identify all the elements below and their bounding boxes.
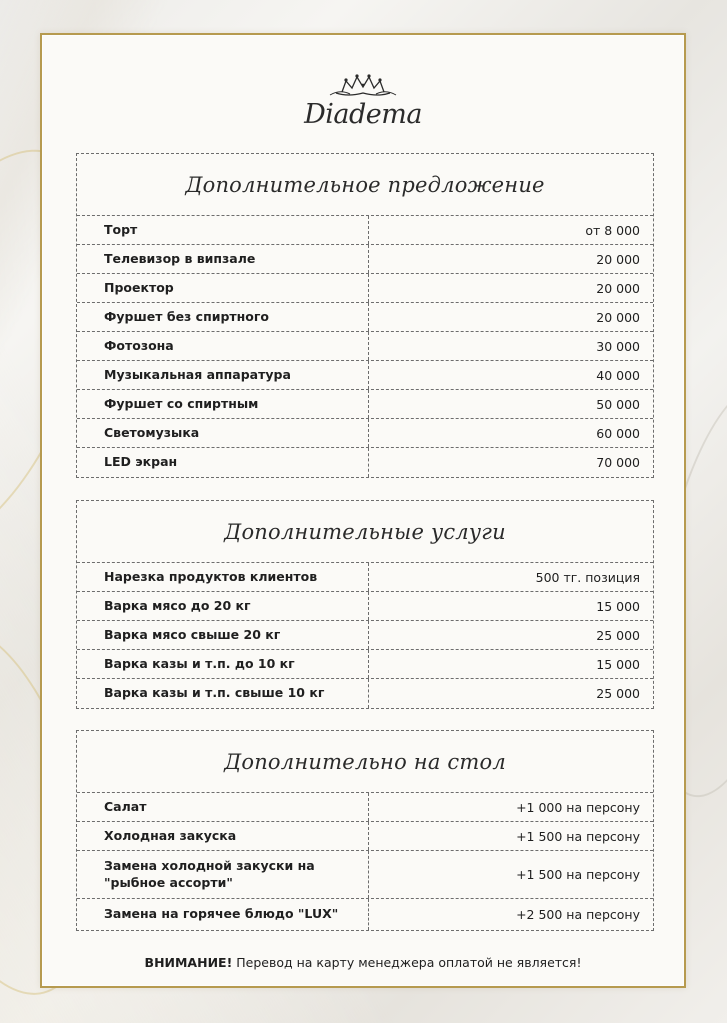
table-row [77, 563, 653, 592]
item-price: 15 000 [596, 598, 640, 614]
table-row [77, 390, 653, 419]
section-title: Дополнительно на стол [77, 731, 653, 793]
item-name: Варка мясо свыше 20 кг [77, 621, 369, 649]
item-price: 25 000 [596, 627, 640, 643]
item-price: 20 000 [596, 280, 640, 296]
section-title: Дополнительные услуги [77, 501, 653, 563]
item-price: от 8 000 [585, 222, 640, 238]
item-name: LED экран [77, 448, 369, 477]
item-name: Варка мясо до 20 кг [77, 592, 369, 620]
item-name: Музыкальная аппаратура [77, 361, 369, 389]
table-row [77, 899, 653, 930]
item-price: +2 500 на персону [516, 907, 640, 922]
section-additional-offer [76, 153, 654, 478]
item-name: Варка казы и т.п. до 10 кг [77, 650, 369, 678]
item-price: 40 000 [596, 367, 640, 383]
section-additional-services [76, 500, 654, 709]
notice-text: Перевод на карту менеджера оплатой не является! [232, 955, 582, 970]
table-row [77, 592, 653, 621]
crown-icon [328, 71, 398, 101]
item-name: Фотозона [77, 332, 369, 360]
item-price: 70 000 [596, 455, 640, 470]
item-price: 15 000 [596, 656, 640, 672]
table-row [77, 303, 653, 332]
table-row [77, 679, 653, 708]
item-price: +1 500 на персону [516, 867, 640, 882]
item-name: Холодная закуска [77, 822, 369, 850]
section-title: Дополнительное предложение [77, 154, 653, 216]
item-price: 30 000 [596, 338, 640, 354]
item-price: 60 000 [596, 425, 640, 441]
item-name: Нарезка продуктов клиентов [77, 563, 369, 591]
table-row [77, 650, 653, 679]
table-row [77, 274, 653, 303]
item-name: Светомузыка [77, 419, 369, 447]
table-row [77, 621, 653, 650]
table-row [77, 793, 653, 822]
item-name: Салат [77, 793, 369, 821]
item-price: +1 500 на персону [516, 828, 640, 844]
table-row [77, 822, 653, 851]
item-name: Телевизор в випзале [77, 245, 369, 273]
item-name: Фуршет без спиртного [77, 303, 369, 331]
item-price: 20 000 [596, 251, 640, 267]
notice-label: ВНИМАНИЕ! [144, 955, 233, 970]
item-name: Проектор [77, 274, 369, 302]
table-row [77, 419, 653, 448]
brand-logo [42, 71, 684, 135]
item-name: Замена холодной закуски на "рыбное ассорти" [77, 851, 369, 898]
section-additional-table [76, 730, 654, 931]
item-price: 50 000 [596, 396, 640, 412]
table-row [77, 245, 653, 274]
item-price: 20 000 [596, 309, 640, 325]
item-price: 25 000 [596, 686, 640, 701]
table-row [77, 216, 653, 245]
item-name: Замена на горячее блюдо "LUX" [77, 899, 369, 930]
item-price: 500 тг. позиция [535, 569, 640, 585]
table-row [77, 332, 653, 361]
menu-card [40, 33, 686, 988]
payment-notice [42, 955, 684, 970]
item-name: Варка казы и т.п. свыше 10 кг [77, 679, 369, 708]
item-price: +1 000 на персону [516, 799, 640, 815]
table-row [77, 448, 653, 477]
item-name: Торт [77, 216, 369, 244]
table-row [77, 851, 653, 899]
logo-text: Diadema [304, 99, 422, 130]
table-row [77, 361, 653, 390]
item-name: Фуршет со спиртным [77, 390, 369, 418]
